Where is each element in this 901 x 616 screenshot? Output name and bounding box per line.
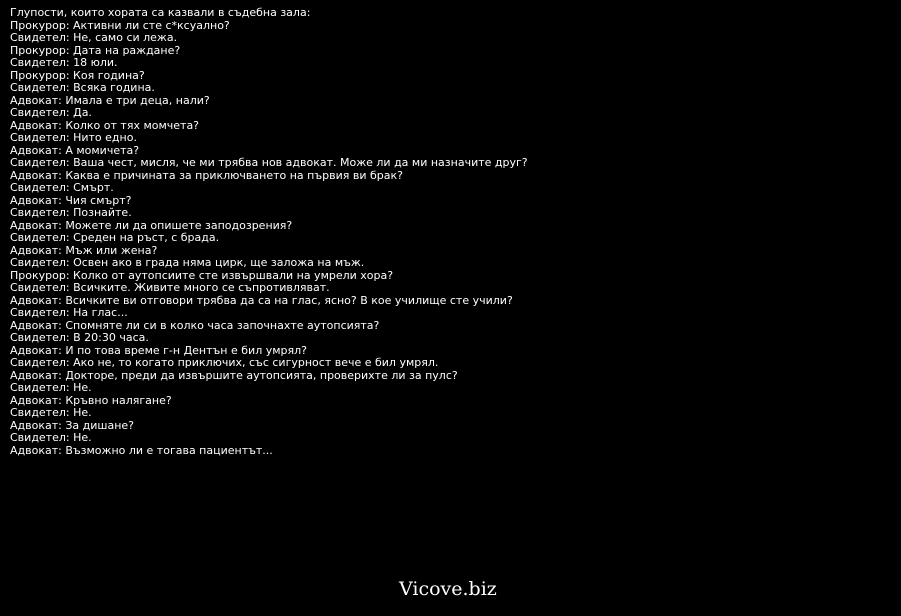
dialogue-line: Адвокат: Спомняте ли си в колко часа започнахте аутопсията? bbox=[10, 318, 380, 332]
dialogue-line: Адвокат: Възможно ли е тогава пациентът... bbox=[10, 443, 273, 457]
dialogue-line: Адвокат: И по това време г-н Дентън е бил умрял? bbox=[10, 343, 307, 357]
dialogue-line: Прокурор: Активни ли сте с*ксуално? bbox=[10, 18, 230, 32]
dialogue-line: Свидетел: Ваша чест, мисля, че ми трябва нов адвокат. Може ли да ми назначите друг? bbox=[10, 156, 528, 169]
dialogue-line: Адвокат: Мъж или жена? bbox=[10, 243, 158, 257]
dialogue-line: Свидетел: Не. bbox=[10, 381, 92, 394]
dialogue-line: Адвокат: Докторе, преди да извършите аутопсията, проверихте ли за пулс? bbox=[10, 368, 458, 382]
dialogue-line: Адвокат: За дишане? bbox=[10, 418, 134, 432]
dialogue-line: Адвокат: Кръвно налягане? bbox=[10, 393, 172, 407]
site-watermark: Vicove.biz bbox=[399, 578, 497, 600]
dialogue-line: Адвокат: Чия смърт? bbox=[10, 193, 132, 207]
dialogue-line: Свидетел: В 20:30 часа. bbox=[10, 331, 149, 344]
dialogue-line: Свидетел: Не. bbox=[10, 431, 92, 444]
dialogue-line: Свидетел: Да. bbox=[10, 106, 92, 119]
dialogue-line: Свидетел: Среден на ръст, с брада. bbox=[10, 231, 220, 244]
dialogue-line: Свидетел: Не, само си лежа. bbox=[10, 31, 178, 44]
heading: Глупости, които хората са казвали в съдебна зала: bbox=[10, 6, 311, 19]
dialogue-line: Свидетел: Ако не, то когато приключих, със сигурност вече е бил умрял. bbox=[10, 356, 439, 369]
dialogue-line: Адвокат: А момичета? bbox=[10, 143, 140, 157]
dialogue-line: Свидетел: Нито едно. bbox=[10, 131, 137, 144]
dialogue-line: Прокурор: Дата на раждане? bbox=[10, 43, 181, 57]
dialogue-line: Свидетел: Всяка година. bbox=[10, 81, 155, 94]
dialogue-line: Адвокат: Колко от тях момчета? bbox=[10, 118, 200, 132]
dialogue-lines bbox=[10, 20, 890, 458]
dialogue-line: Свидетел: Не. bbox=[10, 406, 92, 419]
dialogue-line: Свидетел: Всичките. Живите много се съпротивляват. bbox=[10, 281, 330, 294]
dialogue-line: Свидетел: На глас... bbox=[10, 306, 128, 319]
dialogue-line: Прокурор: Колко от аутопсиите сте извършвали на умрели хора? bbox=[10, 268, 394, 282]
dialogue-line: Свидетел: Освен ако в града няма цирк, ще заложа на мъж. bbox=[10, 256, 365, 269]
dialogue-line: Свидетел: Познайте. bbox=[10, 206, 132, 219]
dialogue-line: Адвокат: Каква е причината за приключването на първия ви брак? bbox=[10, 168, 403, 182]
dialogue-line: Свидетел: Смърт. bbox=[10, 181, 114, 194]
dialogue-line: Свидетел: 18 юли. bbox=[10, 56, 118, 69]
dialogue-line: Адвокат: Всичките ви отговори трябва да са на глас, ясно? В кое училище сте учили? bbox=[10, 293, 513, 307]
dialogue-text bbox=[10, 7, 890, 457]
dialogue-line: Прокурор: Коя година? bbox=[10, 68, 145, 82]
dialogue-line: Адвокат: Можете ли да опишете заподозрения? bbox=[10, 218, 293, 232]
dialogue-line: Адвокат: Имала е три деца, нали? bbox=[10, 93, 210, 107]
